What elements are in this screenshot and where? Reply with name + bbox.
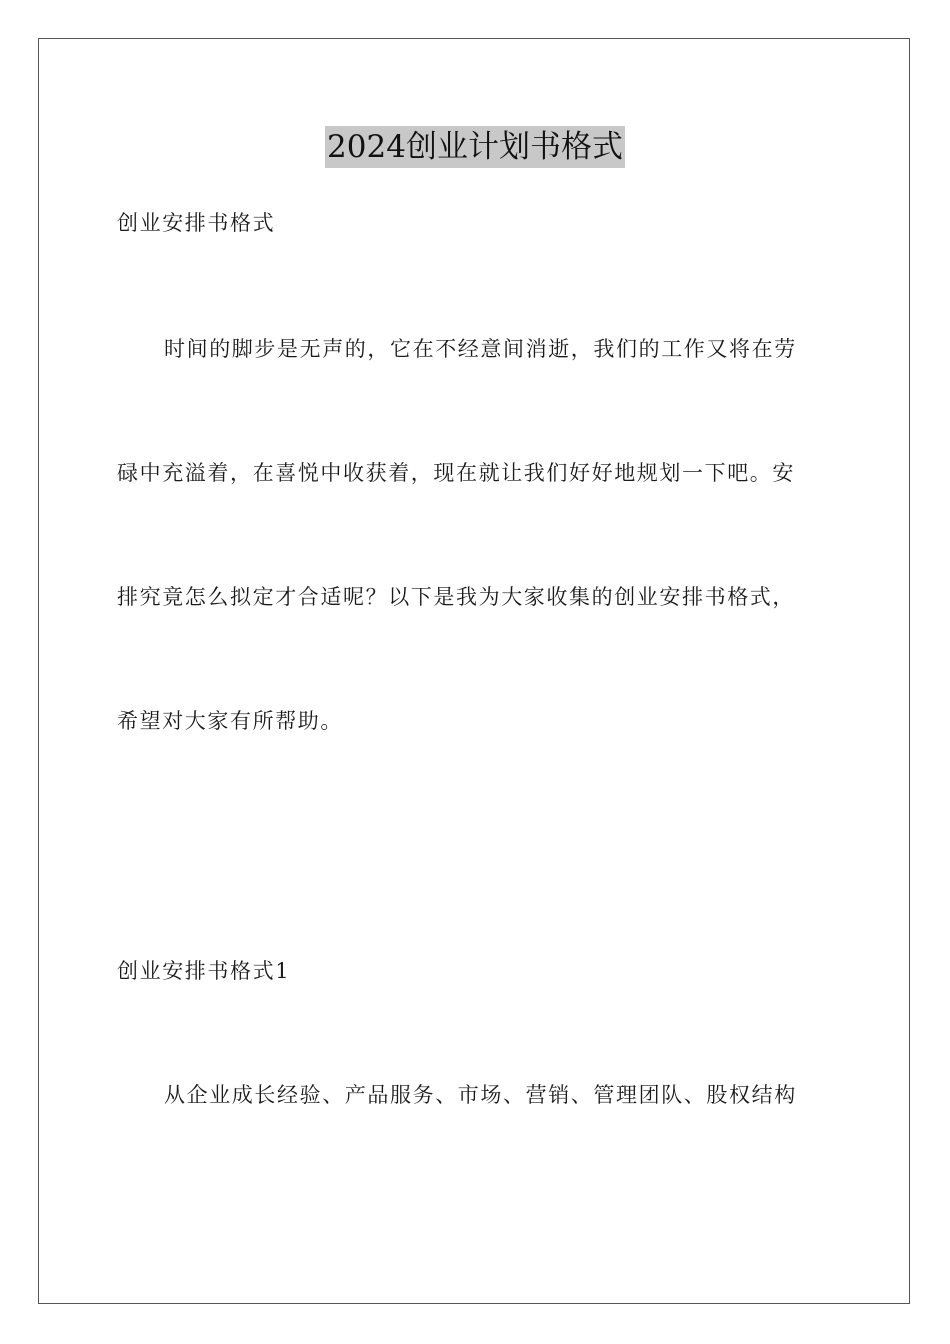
document-title: 2024创业计划书格式 — [325, 126, 625, 168]
paragraph-line: 排究竟怎么拟定才合适呢？以下是我为大家收集的创业安排书格式， — [117, 585, 795, 609]
section-heading: 创业安排书格式1 — [117, 959, 291, 983]
section-heading: 创业安排书格式 — [117, 211, 276, 235]
title-container — [0, 126, 950, 168]
paragraph-line: 碌中充溢着，在喜悦中收获着，现在就让我们好好地规划一下吧。安 — [117, 461, 795, 485]
paragraph-line: 从企业成长经验、产品服务、市场、营销、管理团队、股权结构 — [164, 1083, 797, 1107]
paragraph-line: 时间的脚步是无声的，它在不经意间消逝，我们的工作又将在劳 — [164, 337, 797, 361]
paragraph-line: 希望对大家有所帮助。 — [117, 709, 343, 733]
